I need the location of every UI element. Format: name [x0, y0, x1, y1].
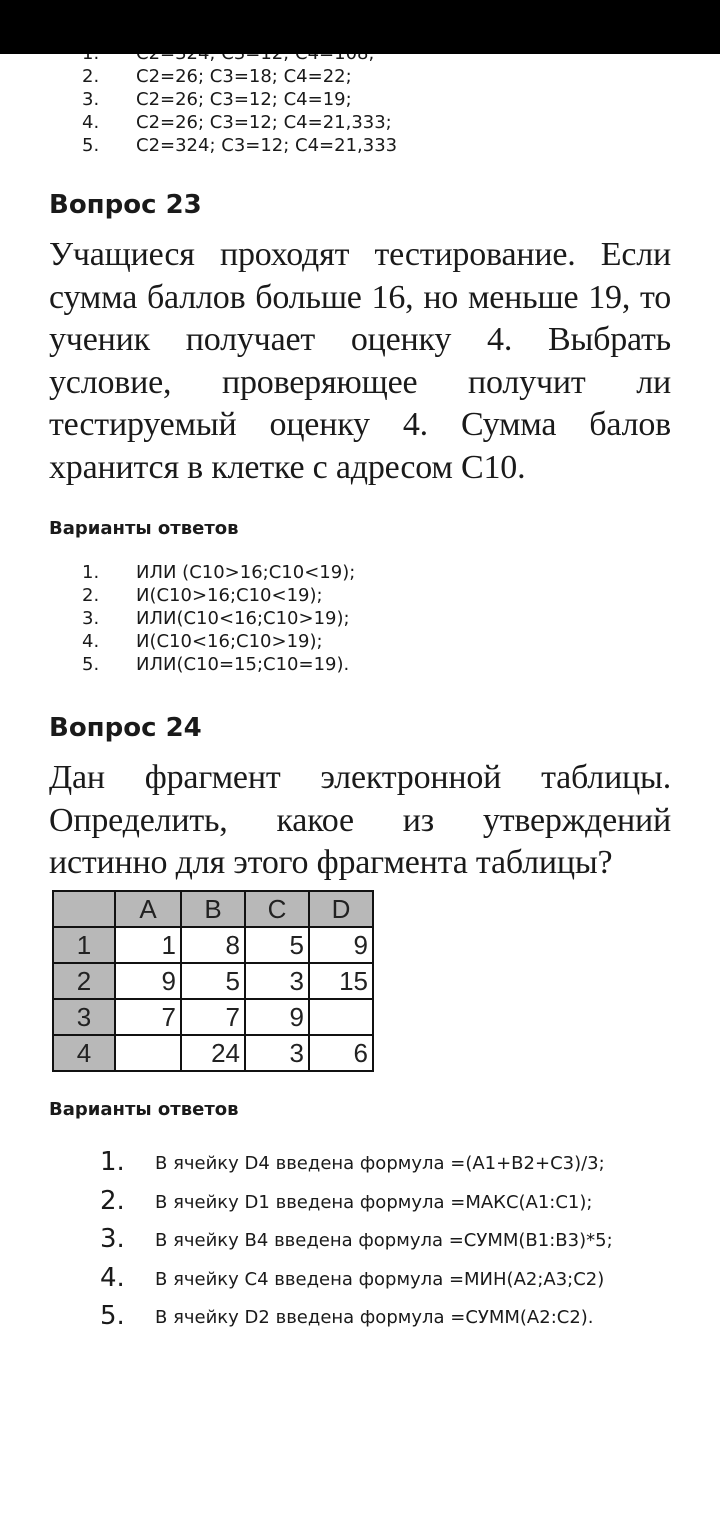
table-row — [53, 927, 373, 963]
row-header: 2 — [53, 963, 115, 999]
table-cell: 7 — [115, 999, 181, 1035]
list-item: 1. В ячейку D4 введена формула =(A1+B2+C3)/3; — [100, 1147, 605, 1177]
table-cell: 15 — [309, 963, 373, 999]
table-cell: 9 — [245, 999, 309, 1035]
column-header: A — [115, 891, 181, 927]
list-item: 2. C2=26; C3=18; C4=22; — [82, 66, 352, 87]
table-cell: 1 — [115, 927, 181, 963]
sheet-corner — [53, 891, 115, 927]
question-24-text: Дан фрагмент электронной таблицы. Определить, какое из утверждений истинно для этого фрагмента таблицы? — [49, 759, 671, 881]
table-cell: 3 — [245, 1035, 309, 1071]
list-item: 5. ИЛИ(C10=15;C10=19). — [82, 654, 350, 675]
table-cell: 8 — [181, 927, 245, 963]
table-cell: 5 — [245, 927, 309, 963]
table-cell: 3 — [245, 963, 309, 999]
question-24-answers-label: Варианты ответов — [49, 1099, 239, 1120]
list-item: 2. В ячейку D1 введена формула =МАКС(A1:C1); — [100, 1185, 593, 1216]
row-header: 1 — [53, 927, 115, 963]
top-status-bar — [0, 0, 720, 54]
question-24-heading: Вопрос 24 — [49, 713, 202, 743]
table-row — [53, 1035, 373, 1071]
question-23-options — [0, 561, 720, 676]
table-row — [53, 999, 373, 1035]
question-23-text: Учащиеся проходят тестирование. Если сумма баллов больше 16, но меньше 19, то ученик получает оценку 4. Выбрать условие, проверяющее получит ли тестируемый оценку 4. Сумма балов хранится в клетке с адресом С10. — [49, 236, 671, 486]
table-cell: 5 — [181, 963, 245, 999]
row-header: 4 — [53, 1035, 115, 1071]
row-header: 3 — [53, 999, 115, 1035]
table-row — [53, 963, 373, 999]
list-item: 3. C2=26; C3=12; C4=19; — [82, 89, 352, 110]
table-cell — [309, 999, 373, 1035]
column-header: B — [181, 891, 245, 927]
spreadsheet-fragment — [52, 890, 374, 1072]
list-item: 3. В ячейку B4 введена формула =СУММ(B1:B3)*5; — [100, 1224, 613, 1254]
list-item: 5. C2=324; C3=12; C4=21,333 — [82, 135, 398, 156]
question-23-answers-label: Варианты ответов — [49, 518, 239, 539]
list-item: 2. И(C10>16;C10<19); — [82, 585, 323, 606]
table-cell: 9 — [309, 927, 373, 963]
list-item: 1. ИЛИ (C10>16;C10<19); — [82, 562, 356, 583]
question-24-options — [0, 1145, 720, 1338]
column-header: C — [245, 891, 309, 927]
table-cell: 24 — [181, 1035, 245, 1071]
list-item: 5. В ячейку D2 введена формула =СУММ(A2:C2). — [100, 1301, 594, 1331]
column-header: D — [309, 891, 373, 927]
table-cell: 9 — [115, 963, 181, 999]
table-cell — [115, 1035, 181, 1071]
prev-question-options — [0, 42, 720, 157]
table-cell: 7 — [181, 999, 245, 1035]
list-item: 4. В ячейку C4 введена формула =МИН(A2;A3;C2) — [100, 1262, 605, 1293]
table-cell: 6 — [309, 1035, 373, 1071]
question-23-heading: Вопрос 23 — [49, 190, 202, 220]
list-item: 4. И(C10<16;C10>19); — [82, 631, 323, 652]
list-item: 3. ИЛИ(C10<16;C10>19); — [82, 608, 350, 629]
list-item: 4. C2=26; C3=12; C4=21,333; — [82, 112, 392, 133]
